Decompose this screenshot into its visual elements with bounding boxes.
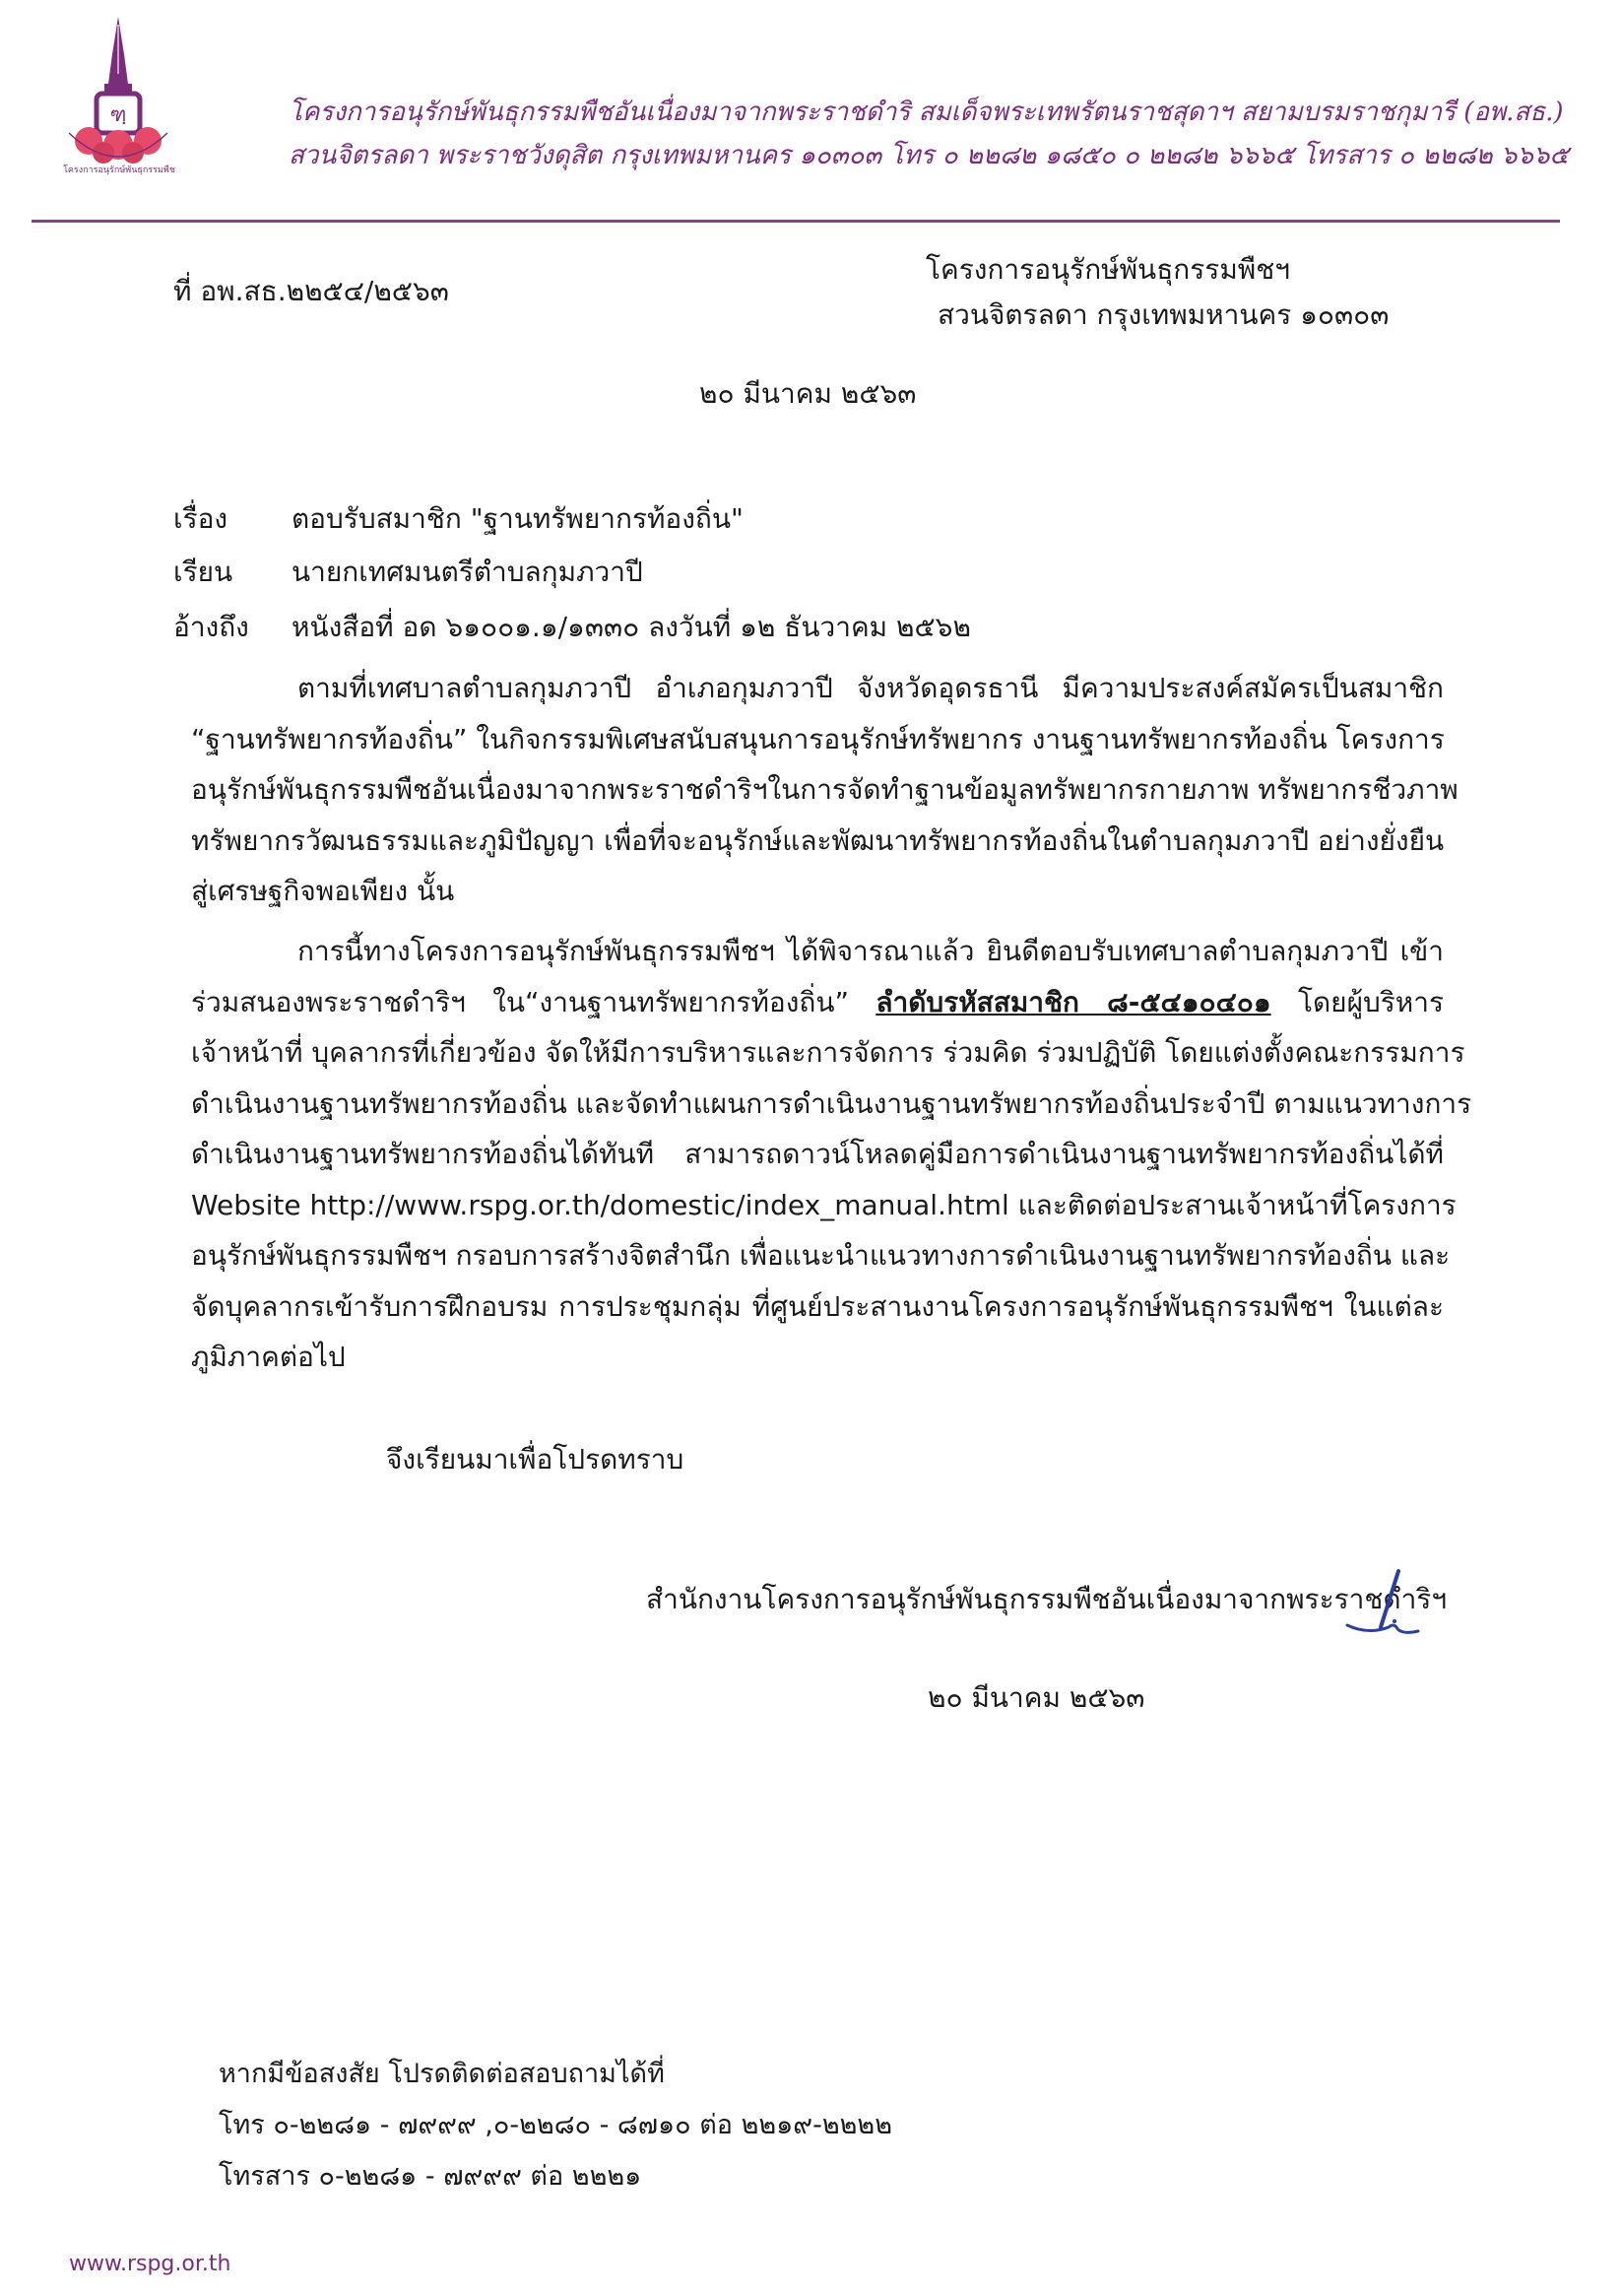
contact-heading: หากมีข้อสงสัย โปรดติดต่อสอบถามได้ที่: [219, 2059, 665, 2089]
member-code: ลำดับรหัสสมาชิก ๘-๕๔๑๐๔๐๑: [875, 985, 1271, 1018]
paragraph-2-line: ดำเนินงานฐานทรัพยากรท้องถิ่น และจัดทำแผนการดำเนินงานฐานทรัพยากรท้องถิ่นประจำปี ตามแนวทางการ: [191, 1086, 1472, 1120]
paragraph-2-line: ภูมิภาคต่อไป: [191, 1341, 346, 1373]
closing-text: จึงเรียนมาเพื่อโปรดทราบ: [386, 1443, 684, 1476]
signature: [1339, 1566, 1428, 1649]
paragraph-2-line: อนุรักษ์พันธุกรรมพืชฯ กรอบการสร้างจิตสำนึก เพื่อแนะนำแนวทางการดำเนินงานฐานทรัพยากรท้องถิ่น และ: [191, 1239, 1451, 1272]
signatory: สำนักงานโครงการอนุรักษ์พันธุกรรมพืชอันเนื่องมาจากพระราชดำริฯ: [646, 1583, 1448, 1615]
reference-label: อ้างถึง: [173, 611, 249, 643]
website-footer: www.rspg.or.th: [69, 2252, 231, 2276]
subject-label: เรื่อง: [173, 502, 228, 535]
sender-line-2: สวนจิตรลดา กรุงเทพมหานคร ๑๐๓๐๓: [938, 298, 1390, 331]
to-label: เรียน: [173, 556, 233, 588]
paragraph-1-line: ตามที่เทศบาลตำบลกุมภวาปี อำเภอกุมภวาปี จังหวัดอุดรธานี มีความประสงค์สมัครเป็นสมาชิก: [297, 672, 1444, 704]
paragraph-2-line-code: [191, 977, 1444, 1028]
reference-value: หนังสือที่ อด ๖๑๐๐๑.๑/๑๓๓๐ ลงวันที่ ๑๒ ธันวาคม ๒๕๖๒: [292, 611, 971, 643]
signature-date: ๒๐ มีนาคม ๒๕๖๓: [928, 1681, 1145, 1714]
to-value: นายกเทศมนตรีตำบลกุมภวาปี: [292, 556, 643, 588]
letterhead-divider: [32, 220, 1560, 223]
paragraph-1-line: อนุรักษ์พันธุกรรมพืชอันเนื่องมาจากพระราชดำริฯในการจัดทำฐานข้อมูลทรัพยากรกายภาพ ทรัพยากรชีวภาพ: [191, 773, 1459, 806]
letterhead-line-1: โครงการอนุรักษ์พันธุกรรมพืชอันเนื่องมาจากพระราชดำริ สมเด็จพระเทพรัตนราชสุดาฯ สยามบรมราชกุมารี (อพ.สธ.): [289, 98, 1564, 127]
document-number: ที่ อพ.สธ.๒๒๕๔/๒๕๖๓: [173, 275, 449, 307]
svg-text:ฑฺ: ฑฺ: [109, 102, 127, 126]
contact-phone: โทร ๐-๒๒๘๑ - ๗๙๙๙ ,๐-๒๒๘๐ - ๘๗๑๐ ต่อ ๒๒๑๙-๒๒๒๒: [219, 2110, 893, 2140]
paragraph-2: [191, 926, 1472, 1383]
paragraph-2-line: การนี้ทางโครงการอนุรักษ์พันธุกรรมพืชฯ ได้พิจารณาแล้ว ยินดีตอบรับเทศบาลตำบลกุมภวาปี เข้า: [297, 935, 1444, 967]
paragraph-2-text: โดยผู้บริหาร: [1297, 985, 1445, 1018]
paragraph-2-line: ดำเนินงานฐานทรัพยากรท้องถิ่นได้ทันที สามารถดาวน์โหลดคู่มือการดำเนินงานฐานทรัพยากรท้องถิ่นได้ที่: [191, 1138, 1444, 1170]
paragraph-1: [191, 663, 1459, 917]
letter-date: ๒๐ มีนาคม ๒๕๖๓: [699, 377, 917, 410]
paragraph-2-line: Website http://www.rspg.or.th/domestic/index_manual.html และติดต่อประสานเจ้าหน้าที่โครงการ: [191, 1188, 1457, 1221]
logo-text: โครงการอนุรักษ์พันธุกรรมพืช: [63, 165, 175, 175]
sender-line-1: โครงการอนุรักษ์พันธุกรรมพืชฯ: [926, 253, 1290, 286]
contact-fax: โทรสาร ๐-๒๒๘๑ - ๗๙๙๙ ต่อ ๒๒๒๑: [219, 2161, 642, 2192]
subject-value: ตอบรับสมาชิก "ฐานทรัพยากรท้องถิ่น": [292, 502, 744, 535]
paragraph-1-line: สู่เศรษฐกิจพอเพียง นั้น: [191, 875, 455, 907]
paragraph-2-line: เจ้าหน้าที่ บุคลากรที่เกี่ยวข้อง จัดให้มีการบริหารและการจัดการ ร่วมคิด ร่วมปฏิบัติ โดยแต่งตั้งคณะกรรมการ: [191, 1036, 1465, 1069]
paragraph-2-text: ร่วมสนองพระราชดำริฯ ใน“งานฐานทรัพยากรท้องถิ่น”: [191, 985, 849, 1018]
paragraph-1-line: ทรัพยากรวัฒนธรรมและภูมิปัญญา เพื่อที่จะอนุรักษ์และพัฒนาทรัพยากรท้องถิ่นในตำบลกุมภวาปี อย่างยั่งยืน: [191, 823, 1445, 857]
letterhead-line-2: สวนจิตรลดา พระราชวังดุสิต กรุงเทพมหานคร ๑๐๓๐๓ โทร ๐ ๒๒๘๒ ๑๘๕๐ ๐ ๒๒๘๒ ๖๖๖๕ โทรสาร ๐ ๒๒๘๒ ๖๖๖๕: [289, 141, 1570, 170]
paragraph-2-line: จัดบุคลากรเข้ารับการฝึกอบรม การประชุมกลุ่ม ที่ศูนย์ประสานงานโครงการอนุรักษ์พันธุกรรมพืชฯ ในแต่ละ: [191, 1289, 1444, 1323]
paragraph-1-line: “ฐานทรัพยากรท้องถิ่น” ในกิจกรรมพิเศษสนับสนุนการอนุรักษ์ทรัพยากร งานฐานทรัพยากรท้องถิ่น โครงการ: [191, 722, 1445, 755]
logo: [59, 15, 177, 180]
